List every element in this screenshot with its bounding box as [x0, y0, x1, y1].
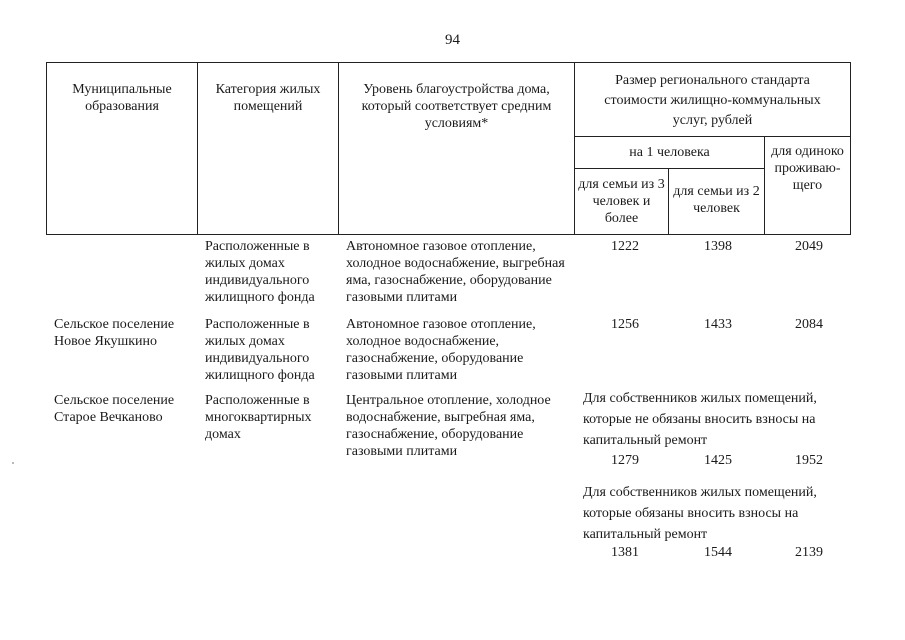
row3-note-obliged: Для собственников жилых помещений, которые обязаны вносить взносы на капитальный ремонт	[583, 485, 817, 542]
row2-level: Автономное газовое отопление, холодное водоснабжение, газоснабжение, оборудование газовыми плитами	[346, 317, 536, 383]
row3-level: Центральное отопление, холодное водоснабжение, выгребная яма, газоснабжение, оборудование газовыми плитами	[346, 393, 551, 459]
header-single-resident: для одиноко проживаю-щего	[765, 137, 851, 235]
row2-municipality: Сельское поселение Новое Якушкино	[54, 317, 175, 349]
header-level: Уровень благоустройства дома, который соответствует средним условиям*	[339, 63, 575, 235]
header-family-2: для семьи из 2 человек	[669, 169, 765, 235]
row1-value-family2: 1398	[704, 239, 732, 254]
row2-value-family2: 1433	[704, 317, 732, 332]
row1-value-single: 2049	[795, 239, 823, 254]
row3-a-value-single: 1952	[795, 453, 823, 468]
header-family-3plus: для семьи из 3 человек и более	[575, 169, 669, 235]
row3-a-value-family3: 1279	[611, 453, 639, 468]
row2-value-family3: 1256	[611, 317, 639, 332]
row1-category: Расположенные в жилых домах индивидуального жилищного фонда	[205, 239, 315, 305]
table-header	[46, 62, 851, 235]
row3-municipality: Сельское поселение Старое Вечканово	[54, 393, 175, 425]
header-standard-size: Размер регионального стандарта стоимости жилищно-коммунальных услуг, рублей	[575, 63, 851, 137]
row1-value-family3: 1222	[611, 239, 639, 254]
row3-category: Расположенные в многоквартирных домах	[205, 393, 312, 442]
header-per-person: на 1 человека	[575, 137, 765, 169]
header-category: Категория жилых помещений	[198, 63, 339, 235]
scan-speck	[12, 462, 14, 464]
page-number: 94	[445, 32, 460, 48]
row2-value-single: 2084	[795, 317, 823, 332]
row3-b-value-family3: 1381	[611, 545, 639, 560]
row3-b-value-single: 2139	[795, 545, 823, 560]
row3-b-value-family2: 1544	[704, 545, 732, 560]
row2-category: Расположенные в жилых домах индивидуального жилищного фонда	[205, 317, 315, 383]
row3-note-not-obliged: Для собственников жилых помещений, которые не обязаны вносить взносы на капитальный ремонт	[583, 391, 817, 448]
header-municipality: Муниципальные образования	[47, 63, 198, 235]
row3-a-value-family2: 1425	[704, 453, 732, 468]
row1-level: Автономное газовое отопление, холодное водоснабжение, выгребная яма, газоснабжение, оборудование газовыми плитами	[346, 239, 565, 305]
